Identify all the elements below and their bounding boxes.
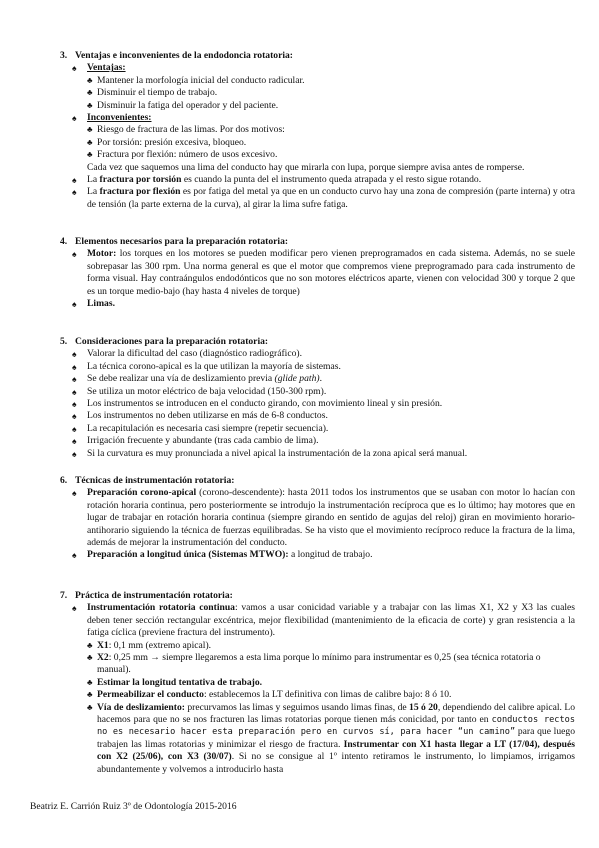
- club-bullet-icon: ♣: [87, 88, 93, 98]
- club-bullet-icon: ♣: [87, 150, 93, 160]
- spade-bullet-icon: ♠: [72, 550, 77, 561]
- list-item: ♠ Se utiliza un motor eléctrico de baja velocidad (150-300 rpm).: [72, 385, 327, 397]
- list-item: ♣ Riesgo de fractura de las limas. Por dos motivos:: [87, 124, 285, 136]
- club-bullet-icon: ♣: [87, 653, 93, 663]
- spade-bullet-icon: ♠: [72, 488, 77, 499]
- club-bullet-icon: ♣: [87, 702, 93, 712]
- list-item: ♠ Preparación a longitud única (Sistemas MTWO): a longitud de trabajo.: [72, 549, 373, 561]
- list-item: ♣ Mantener la morfología inicial del conducto radicular.: [87, 74, 305, 86]
- list-item: ♠ Motor: los torques en los motores se pueden modificar pero vienen preprogramados en cada sistema. Además, no se suele sobrepasar las 300 rpm. Una norma general es que el motor que compremos viene preprogramado para cada instrumento de forma visual. Hay contraángulos endodónticos que no son motores eléctricos aparte, vienen con velocidad 300 y torque 2 que es un torque medio-bajo (hay hasta 4 niveles de torque): [72, 248, 575, 297]
- spade-bullet-icon: ♠: [72, 448, 77, 459]
- list-item: ♠ Ventajas:: [72, 62, 126, 74]
- club-bullet-icon: ♣: [87, 125, 93, 135]
- spade-bullet-icon: ♠: [72, 399, 77, 410]
- section-elementos: [60, 236, 575, 310]
- list-item: ♠ Irrigación frecuente y abundante (tras cada cambio de lima).: [72, 435, 319, 447]
- list-item: ♠ Los instrumentos se introducen en el conducto girando, con movimiento lineal y sin presión.: [72, 398, 443, 410]
- section-heading: 4. Elementos necesarios para la preparación rotatoria:: [60, 236, 289, 247]
- list-item: ♠ La técnica corono-apical es la que utilizan la mayoría de sistemas.: [72, 360, 341, 372]
- list-item: ♠ Instrumentación rotatoria continua: vamos a usar conicidad variable y a trabajar con las limas X1, X2 y X3 las cuales deben tener sección rectangular excéntrica, mejor flexibilidad (mantenimiento de la eficacia de corte) y gran resistencia a la fatiga cíclica (previene fractura del instrumento).: [72, 602, 575, 639]
- list-item: ♣ Disminuir la fatiga del operador y del paciente.: [87, 99, 279, 111]
- list-item: ♠ Si la curvatura es muy pronunciada a nivel apical la instrumentación de la zona apical será manual.: [72, 447, 468, 459]
- list-item: ♠ La fractura por flexión es por fatiga del metal ya que en un conducto curvo hay una zona de compresión (parte interna) y otra de tensión (la parte externa de la curva), al girar la lima sufre fatiga.: [72, 186, 575, 210]
- club-bullet-icon: ♣: [87, 137, 93, 147]
- spade-bullet-icon: ♠: [72, 299, 77, 310]
- spade-bullet-icon: ♠: [72, 63, 77, 74]
- section-practica: [60, 590, 575, 776]
- section-consideraciones: [60, 336, 575, 460]
- list-item: ♠ Preparación corono-apical (corono-descendente): hasta 2011 todos los instrumentos que se usaban con motor lo hacían con rotación horaria continua, pero posteriormente se introdujo la instrumentación recíproca que es lo último; hay motores que en lugar de trabajar en rotación horaria continua (siempre girando en sentido de agujas del reloj) giran en movimiento horario-antihorario siguiendo la técnica de fuerzas equilibradas. Se ha visto que el movimiento recíproco reduce la fractura de la lima, además de mejorar la instrumentación del conducto.: [72, 487, 575, 549]
- list-item: ♠ Los instrumentos no deben utilizarse en más de 6-8 conductos.: [72, 410, 328, 422]
- club-bullet-icon: ♣: [87, 75, 93, 85]
- spade-bullet-icon: ♠: [72, 436, 77, 447]
- paragraph: Cada vez que saquemos una lima del conducto hay que mirarla con lupa, porque siempre avisa antes de romperse.: [87, 161, 525, 173]
- list-item: ♣ Por torsión: presión excesiva, bloqueo.: [87, 136, 247, 148]
- spade-bullet-icon: ♠: [72, 349, 77, 360]
- club-bullet-icon: ♣: [87, 690, 93, 700]
- list-item: ♣ Disminuir el tiempo de trabajo.: [87, 87, 218, 99]
- spade-bullet-icon: ♠: [72, 113, 77, 124]
- club-bullet-icon: ♣: [87, 100, 93, 110]
- spade-bullet-icon: ♠: [72, 411, 77, 422]
- list-item: ♣ Fractura por flexión: número de usos excesivo.: [87, 149, 278, 161]
- section-heading: 6. Técnicas de instrumentación rotatoria:: [60, 475, 235, 486]
- list-item: ♣ X1: 0,1 mm (extremo apical).: [87, 639, 212, 651]
- page-footer: Beatriz E. Carrión Ruiz 3º de Odontología 2015-2016: [30, 801, 237, 812]
- section-heading: 7. Práctica de instrumentación rotatoria:: [60, 590, 233, 601]
- list-item: ♠ Valorar la dificultad del caso (diagnóstico radiográfico).: [72, 348, 302, 360]
- spade-bullet-icon: ♠: [72, 603, 77, 614]
- section-heading: 5. Consideraciones para la preparación rotatoria:: [60, 336, 269, 347]
- spade-bullet-icon: ♠: [72, 423, 77, 434]
- spade-bullet-icon: ♠: [72, 386, 77, 397]
- list-item: ♠ Limas.: [72, 298, 115, 310]
- spade-bullet-icon: ♠: [72, 374, 77, 385]
- spade-bullet-icon: ♠: [72, 175, 77, 186]
- club-bullet-icon: ♣: [87, 677, 93, 687]
- section-ventajas: [60, 50, 575, 211]
- spade-bullet-icon: ♠: [72, 249, 77, 260]
- list-item: ♣ Permeabilizar el conducto: establecemos la LT definitiva con limas de calibre bajo: 8 ó 10.: [87, 689, 452, 701]
- list-item: ♣ Vía de deslizamiento: precurvamos las limas y seguimos usando limas finas, de 15 ó 20, dependiendo del calibre apical. Lo hacemos para que no se nos fracturen las limas rotatorias porque tienen más conicidad, por tanto en conductos rectos no es necesario hacer esta preparación pero en curvos sí, para hacer “un camino” para que luego trabajen las limas rotatorias y minimizar el riesgo de fractura. Instrumentar con X1 hasta llegar a LT (17/04), después con X2 (25/06), con X3 (30/07). Si no se consigue al 1º intento retiramos le instrumento, lo limpiamos, irrigamos abundantemente y volvemos a introducirlo hasta: [87, 701, 576, 775]
- spade-bullet-icon: ♠: [72, 361, 77, 372]
- list-item: ♣ X2: 0,25 mm → siempre llegaremos a esta lima porque lo mínimo para instrumentar es 0,25 (sea técnica rotatoria o manual).: [87, 652, 541, 676]
- section-tecnicas: [60, 475, 575, 562]
- club-bullet-icon: ♣: [87, 640, 93, 650]
- list-item: ♠ La recapitulación es necesaria casi siempre (repetir secuencia).: [72, 422, 329, 434]
- section-heading: 3. Ventajas e inconvenientes de la endodoncia rotatoria:: [60, 50, 293, 61]
- list-item: ♠ Inconvenientes:: [72, 112, 152, 124]
- list-item: ♠ La fractura por torsión es cuando la punta del el instrumento queda atrapada y el resto sigue rotando.: [72, 174, 482, 186]
- list-item: ♠ Se debe realizar una vía de deslizamiento previa (glide path).: [72, 373, 322, 385]
- spade-bullet-icon: ♠: [72, 187, 77, 198]
- list-item: ♣ Estimar la longitud tentativa de trabajo.: [87, 676, 263, 688]
